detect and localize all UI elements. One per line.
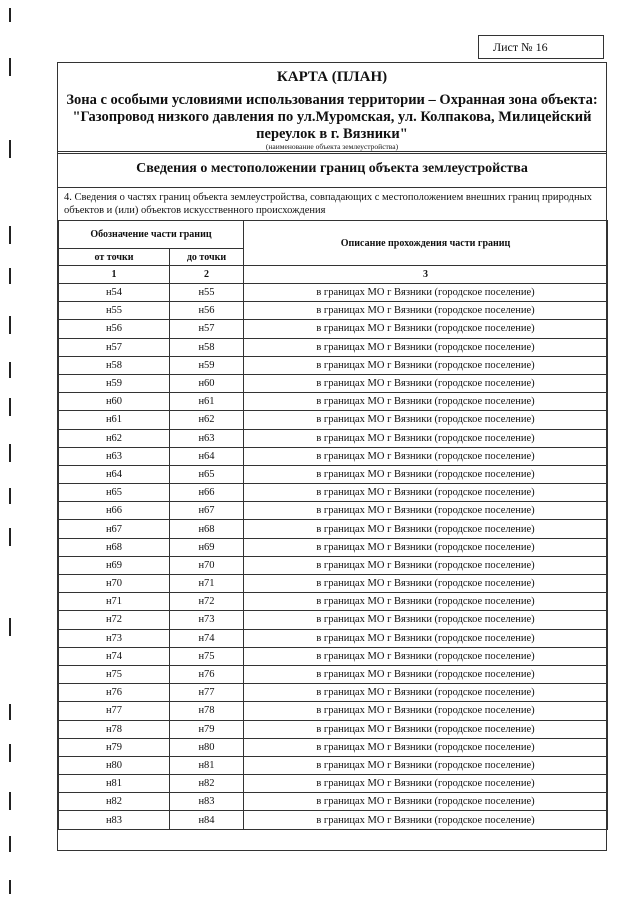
cell-desc: в границах МО г Вязники (городское поселение) [244,720,608,738]
cell-from: н63 [59,447,170,465]
cell-to: н67 [170,502,244,520]
cell-to: н69 [170,538,244,556]
cell-desc: в границах МО г Вязники (городское поселение) [244,320,608,338]
cell-from: н55 [59,302,170,320]
col-to-header: до точки [170,249,244,266]
cell-desc: в границах МО г Вязники (городское поселение) [244,556,608,574]
divider [58,151,606,152]
col-number: 1 [59,266,170,284]
cell-desc: в границах МО г Вязники (городское поселение) [244,684,608,702]
cell-desc: в границах МО г Вязники (городское поселение) [244,429,608,447]
cell-to: н55 [170,284,244,302]
cell-from: н72 [59,611,170,629]
table-row [59,702,608,720]
cell-desc: в границах МО г Вязники (городское поселение) [244,374,608,392]
binding-mark [9,528,11,546]
cell-from: н62 [59,429,170,447]
zone-line: Зона с особыми условиями использования территории – Охранная зона объекта: [66,92,598,108]
table-row [59,720,608,738]
table-row [59,502,608,520]
col-number: 3 [244,266,608,284]
table-row [59,629,608,647]
binding-mark [9,792,11,810]
cell-desc: в границах МО г Вязники (городское поселение) [244,356,608,374]
binding-mark [9,488,11,504]
divider [58,153,606,154]
table-number-row [59,266,608,284]
table-row [59,393,608,411]
binding-mark [9,836,11,852]
table-row [59,756,608,774]
table-header-row [59,221,608,249]
cell-desc: в границах МО г Вязники (городское поселение) [244,484,608,502]
cell-desc: в границах МО г Вязники (городское поселение) [244,738,608,756]
cell-desc: в границах МО г Вязники (городское поселение) [244,665,608,683]
cell-to: н84 [170,811,244,829]
table-row [59,284,608,302]
cell-desc: в границах МО г Вязники (городское поселение) [244,756,608,774]
table-row [59,374,608,392]
sheet-number-label: Лист № 16 [493,40,548,54]
table-row [59,811,608,829]
cell-from: н70 [59,575,170,593]
cell-desc: в границах МО г Вязники (городское поселение) [244,447,608,465]
table-row [59,411,608,429]
table-row [59,429,608,447]
table-row [59,538,608,556]
cell-from: н57 [59,338,170,356]
binding-mark [9,618,11,636]
cell-to: н76 [170,665,244,683]
col-group-header: Обозначение части границ [59,221,244,249]
cell-desc: в границах МО г Вязники (городское поселение) [244,465,608,483]
cell-from: н73 [59,629,170,647]
cell-to: н63 [170,429,244,447]
table-row [59,738,608,756]
cell-from: н64 [59,465,170,483]
cell-to: н75 [170,647,244,665]
cell-from: н83 [59,811,170,829]
zone-line: "Газопровод низкого давления по ул.Муромская, ул. Колпакова, Милицейский [72,109,592,125]
cell-desc: в границах МО г Вязники (городское поселение) [244,538,608,556]
cell-to: н62 [170,411,244,429]
cell-to: н64 [170,447,244,465]
document-frame [57,62,607,851]
cell-to: н71 [170,575,244,593]
col-number: 2 [170,266,244,284]
cell-desc: в границах МО г Вязники (городское поселение) [244,593,608,611]
cell-desc: в границах МО г Вязники (городское поселение) [244,284,608,302]
cell-to: н57 [170,320,244,338]
table-row [59,338,608,356]
table-body [59,284,608,830]
cell-desc: в границах МО г Вязники (городское поселение) [244,302,608,320]
binding-mark [9,268,11,284]
binding-mark [9,58,11,76]
binding-mark [9,704,11,720]
cell-from: н75 [59,665,170,683]
cell-from: н77 [59,702,170,720]
table-row [59,302,608,320]
table-row [59,775,608,793]
table-row [59,320,608,338]
table-row [59,647,608,665]
cell-to: н72 [170,593,244,611]
boundary-table [58,220,608,830]
cell-to: н56 [170,302,244,320]
cell-from: н81 [59,775,170,793]
cell-from: н79 [59,738,170,756]
zone-line: переулок в г. Вязники" [256,126,408,142]
cell-to: н58 [170,338,244,356]
table-row [59,793,608,811]
cell-to: н73 [170,611,244,629]
cell-desc: в границах МО г Вязники (городское поселение) [244,811,608,829]
col-from-header: от точки [59,249,170,266]
cell-to: н66 [170,484,244,502]
section-note: 4. Сведения о частях границ объекта землеустройства, совпадающих с местоположением внешних границ природных объектов и (или) объектов искусственного происхождения [64,192,592,216]
cell-from: н56 [59,320,170,338]
cell-to: н79 [170,720,244,738]
cell-to: н68 [170,520,244,538]
table-row [59,611,608,629]
cell-from: н76 [59,684,170,702]
cell-to: н61 [170,393,244,411]
cell-to: н81 [170,756,244,774]
col-desc-header: Описание прохождения части границ [244,221,608,266]
table-row [59,465,608,483]
table-row [59,556,608,574]
cell-desc: в границах МО г Вязники (городское поселение) [244,629,608,647]
cell-to: н83 [170,793,244,811]
table-row [59,447,608,465]
binding-mark [9,362,11,378]
cell-desc: в границах МО г Вязники (городское поселение) [244,775,608,793]
binding-mark [9,744,11,762]
document-title: КАРТА (ПЛАН) [276,69,388,85]
binding-mark [9,226,11,244]
cell-from: н65 [59,484,170,502]
cell-from: н59 [59,374,170,392]
cell-from: н74 [59,647,170,665]
cell-desc: в границах МО г Вязники (городское поселение) [244,793,608,811]
cell-to: н80 [170,738,244,756]
cell-from: н61 [59,411,170,429]
table-row [59,520,608,538]
cell-from: н82 [59,793,170,811]
cell-desc: в границах МО г Вязники (городское поселение) [244,502,608,520]
cell-desc: в границах МО г Вязники (городское поселение) [244,611,608,629]
cell-from: н66 [59,502,170,520]
table-row [59,665,608,683]
object-name-caption: (наименование объекта землеустройства) [265,142,399,151]
binding-mark [9,444,11,462]
cell-desc: в границах МО г Вязники (городское поселение) [244,393,608,411]
cell-from: н68 [59,538,170,556]
table-row [59,356,608,374]
cell-to: н74 [170,629,244,647]
cell-desc: в границах МО г Вязники (городское поселение) [244,338,608,356]
cell-to: н59 [170,356,244,374]
binding-mark [9,140,11,158]
table-row [59,575,608,593]
cell-from: н69 [59,556,170,574]
cell-from: н71 [59,593,170,611]
binding-mark [9,398,11,416]
table-row [59,593,608,611]
cell-to: н70 [170,556,244,574]
table-row [59,484,608,502]
cell-desc: в границах МО г Вязники (городское поселение) [244,411,608,429]
cell-from: н67 [59,520,170,538]
zone-description [62,92,602,143]
binding-mark [9,8,11,22]
sheet-number-box [478,35,604,59]
table-row [59,684,608,702]
binding-mark [9,316,11,334]
section-title: Сведения о местоположении границ объекта землеустройства [136,161,528,176]
cell-from: н78 [59,720,170,738]
cell-to: н77 [170,684,244,702]
cell-desc: в границах МО г Вязники (городское поселение) [244,647,608,665]
cell-to: н82 [170,775,244,793]
cell-to: н78 [170,702,244,720]
cell-to: н60 [170,374,244,392]
cell-desc: в границах МО г Вязники (городское поселение) [244,702,608,720]
divider [58,187,606,188]
cell-from: н54 [59,284,170,302]
binding-mark [9,880,11,894]
cell-from: н80 [59,756,170,774]
cell-desc: в границах МО г Вязники (городское поселение) [244,520,608,538]
cell-to: н65 [170,465,244,483]
cell-desc: в границах МО г Вязники (городское поселение) [244,575,608,593]
cell-from: н60 [59,393,170,411]
cell-from: н58 [59,356,170,374]
